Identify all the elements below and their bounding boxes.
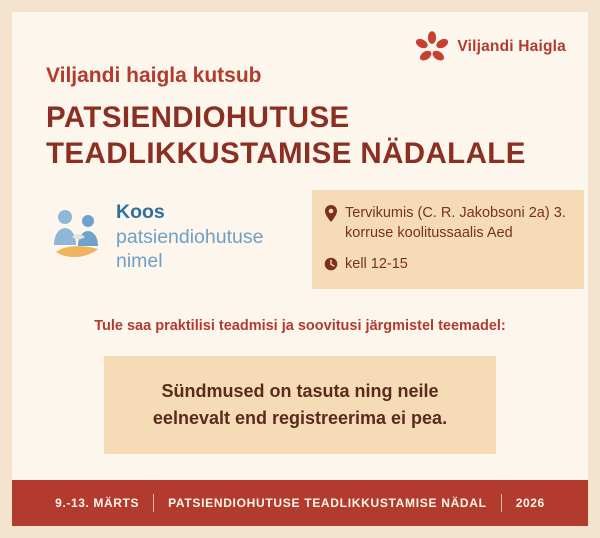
kicker-text: Viljandi haigla kutsub xyxy=(46,64,262,87)
two-people-caring-illustration-icon xyxy=(48,204,110,270)
map-pin-icon xyxy=(324,205,338,222)
footer-dates: 9.-13. MÄRTS xyxy=(55,496,140,510)
poster xyxy=(12,12,588,526)
footer-campaign-name: PATSIENDIOHUTUSE TEADLIKKUSTAMISE NÄDAL xyxy=(168,496,487,510)
location-row xyxy=(324,204,570,243)
clock-icon xyxy=(324,256,338,273)
time-text: kell 12-15 xyxy=(345,256,408,273)
campaign-logo-line1: Koos xyxy=(116,201,165,224)
footer-bar xyxy=(12,480,588,526)
campaign-logo-line2: patsiendiohutuse xyxy=(116,225,264,248)
time-row xyxy=(324,255,570,275)
notice-box: Sündmused on tasuta ning neile eelnevalt end registreerima ei pea. xyxy=(104,356,496,454)
footer-divider-right xyxy=(501,494,502,512)
footer-divider-left xyxy=(153,494,154,512)
subheading-text: Tule saa praktilisi teadmisi ja soovitusi järgmistel teemadel: xyxy=(94,318,506,334)
location-text: Tervikumis (C. R. Jakobsoni 2a) 3. korruse koolitussaalis Aed xyxy=(345,205,566,241)
brand-name: Viljandi Haigla xyxy=(457,38,566,55)
event-details-card xyxy=(312,190,584,289)
footer-year: 2026 xyxy=(515,496,545,510)
brand-logo xyxy=(415,30,566,64)
flower-petals-logo-icon xyxy=(415,30,449,64)
page-title: PATSIENDIOHUTUSE TEADLIKKUSTAMISE NÄDALALE xyxy=(46,101,526,170)
campaign-logo-line3: nimel xyxy=(116,250,163,273)
campaign-logo xyxy=(48,194,288,280)
campaign-logo-text xyxy=(116,200,263,273)
